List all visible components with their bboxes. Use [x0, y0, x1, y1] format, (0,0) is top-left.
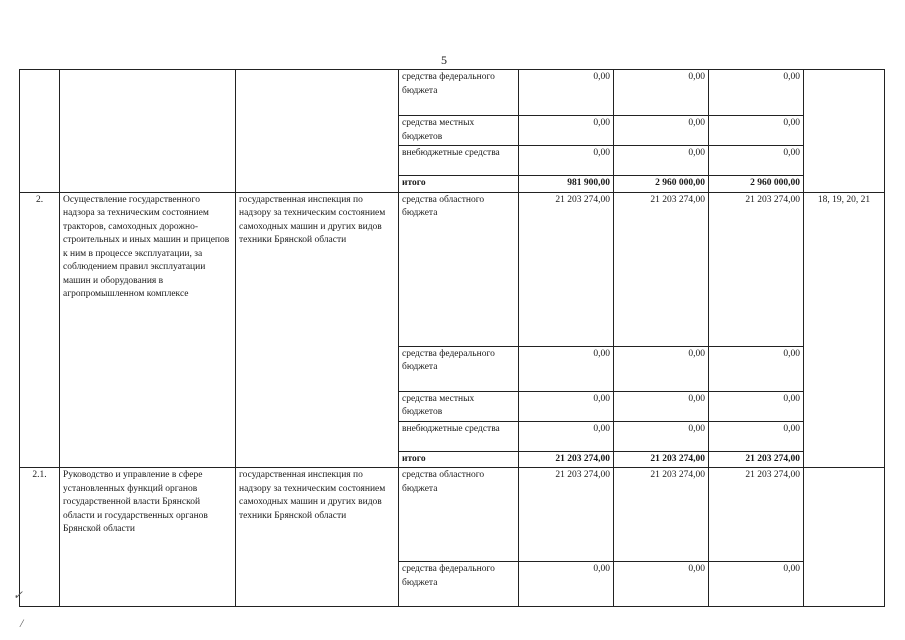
- value-cell: 0,00: [709, 346, 804, 391]
- margin-mark: ✓: [13, 588, 24, 602]
- value-cell: 21 203 274,00: [709, 468, 804, 562]
- value-cell: 0,00: [709, 146, 804, 176]
- value-cell: 21 203 274,00: [614, 192, 709, 346]
- item-name: Руководство и управление в сфере установленных функций органов государственной власти Брянской области и государственных органов Брянской области: [60, 468, 236, 607]
- value-cell: 0,00: [709, 562, 804, 607]
- value-cell: 21 203 274,00: [709, 192, 804, 346]
- total-label: итого: [399, 451, 519, 468]
- value-cell: 0,00: [519, 562, 614, 607]
- total-value: 2 960 000,00: [709, 176, 804, 193]
- total-value: 21 203 274,00: [709, 451, 804, 468]
- page-number: 5: [441, 53, 447, 67]
- value-cell: 21 203 274,00: [519, 192, 614, 346]
- source-label: внебюджетные средства: [399, 421, 519, 451]
- value-cell: 21 203 274,00: [519, 468, 614, 562]
- total-value: 21 203 274,00: [519, 451, 614, 468]
- item-number: 2.1.: [20, 468, 60, 607]
- refs-cell: [804, 70, 885, 193]
- total-value: 2 960 000,00: [614, 176, 709, 193]
- value-cell: 0,00: [614, 146, 709, 176]
- name-cell: [60, 70, 236, 193]
- source-label: средства федерального бюджета: [399, 562, 519, 607]
- value-cell: 21 203 274,00: [614, 468, 709, 562]
- total-value: 981 900,00: [519, 176, 614, 193]
- value-cell: 0,00: [614, 116, 709, 146]
- value-cell: 0,00: [519, 391, 614, 421]
- item-refs: 18, 19, 20, 21: [804, 192, 885, 468]
- value-cell: 0,00: [614, 421, 709, 451]
- value-cell: 0,00: [614, 346, 709, 391]
- value-cell: 0,00: [519, 116, 614, 146]
- item-executor: государственная инспекция по надзору за техническим состоянием самоходных машин и других видов техники Брянской области: [236, 192, 399, 468]
- total-value: 21 203 274,00: [614, 451, 709, 468]
- item-number: 2.: [20, 192, 60, 468]
- source-label: средства федерального бюджета: [399, 346, 519, 391]
- value-cell: 0,00: [614, 391, 709, 421]
- value-cell: 0,00: [709, 70, 804, 116]
- value-cell: 0,00: [709, 421, 804, 451]
- refs-cell: [804, 468, 885, 607]
- value-cell: 0,00: [519, 346, 614, 391]
- value-cell: 0,00: [519, 421, 614, 451]
- source-label: средства федерального бюджета: [399, 70, 519, 116]
- value-cell: 0,00: [709, 391, 804, 421]
- source-label: средства областного бюджета: [399, 192, 519, 346]
- value-cell: 0,00: [614, 70, 709, 116]
- value-cell: 0,00: [519, 70, 614, 116]
- table-row: [20, 70, 885, 116]
- source-label: внебюджетные средства: [399, 146, 519, 176]
- item-name: Осуществление государственного надзора за техническим состоянием тракторов, самоходных дорожно-строительных и иных машин и прицепов к ним в процессе эксплуатации, за соблюдением правил эксплуатации машин и оборудования в агропромышленном комплексе: [60, 192, 236, 468]
- executor-cell: [236, 70, 399, 193]
- number-cell: [20, 70, 60, 193]
- table-row: [20, 192, 885, 346]
- table-row: [20, 468, 885, 562]
- budget-table: [19, 69, 885, 607]
- margin-mark: /: [20, 616, 24, 630]
- source-label: средства местных бюджетов: [399, 116, 519, 146]
- value-cell: 0,00: [614, 562, 709, 607]
- source-label: средства областного бюджета: [399, 468, 519, 562]
- item-executor: государственная инспекция по надзору за техническим состоянием самоходных машин и других видов техники Брянской области: [236, 468, 399, 607]
- value-cell: 0,00: [709, 116, 804, 146]
- source-label: средства местных бюджетов: [399, 391, 519, 421]
- total-label: итого: [399, 176, 519, 193]
- value-cell: 0,00: [519, 146, 614, 176]
